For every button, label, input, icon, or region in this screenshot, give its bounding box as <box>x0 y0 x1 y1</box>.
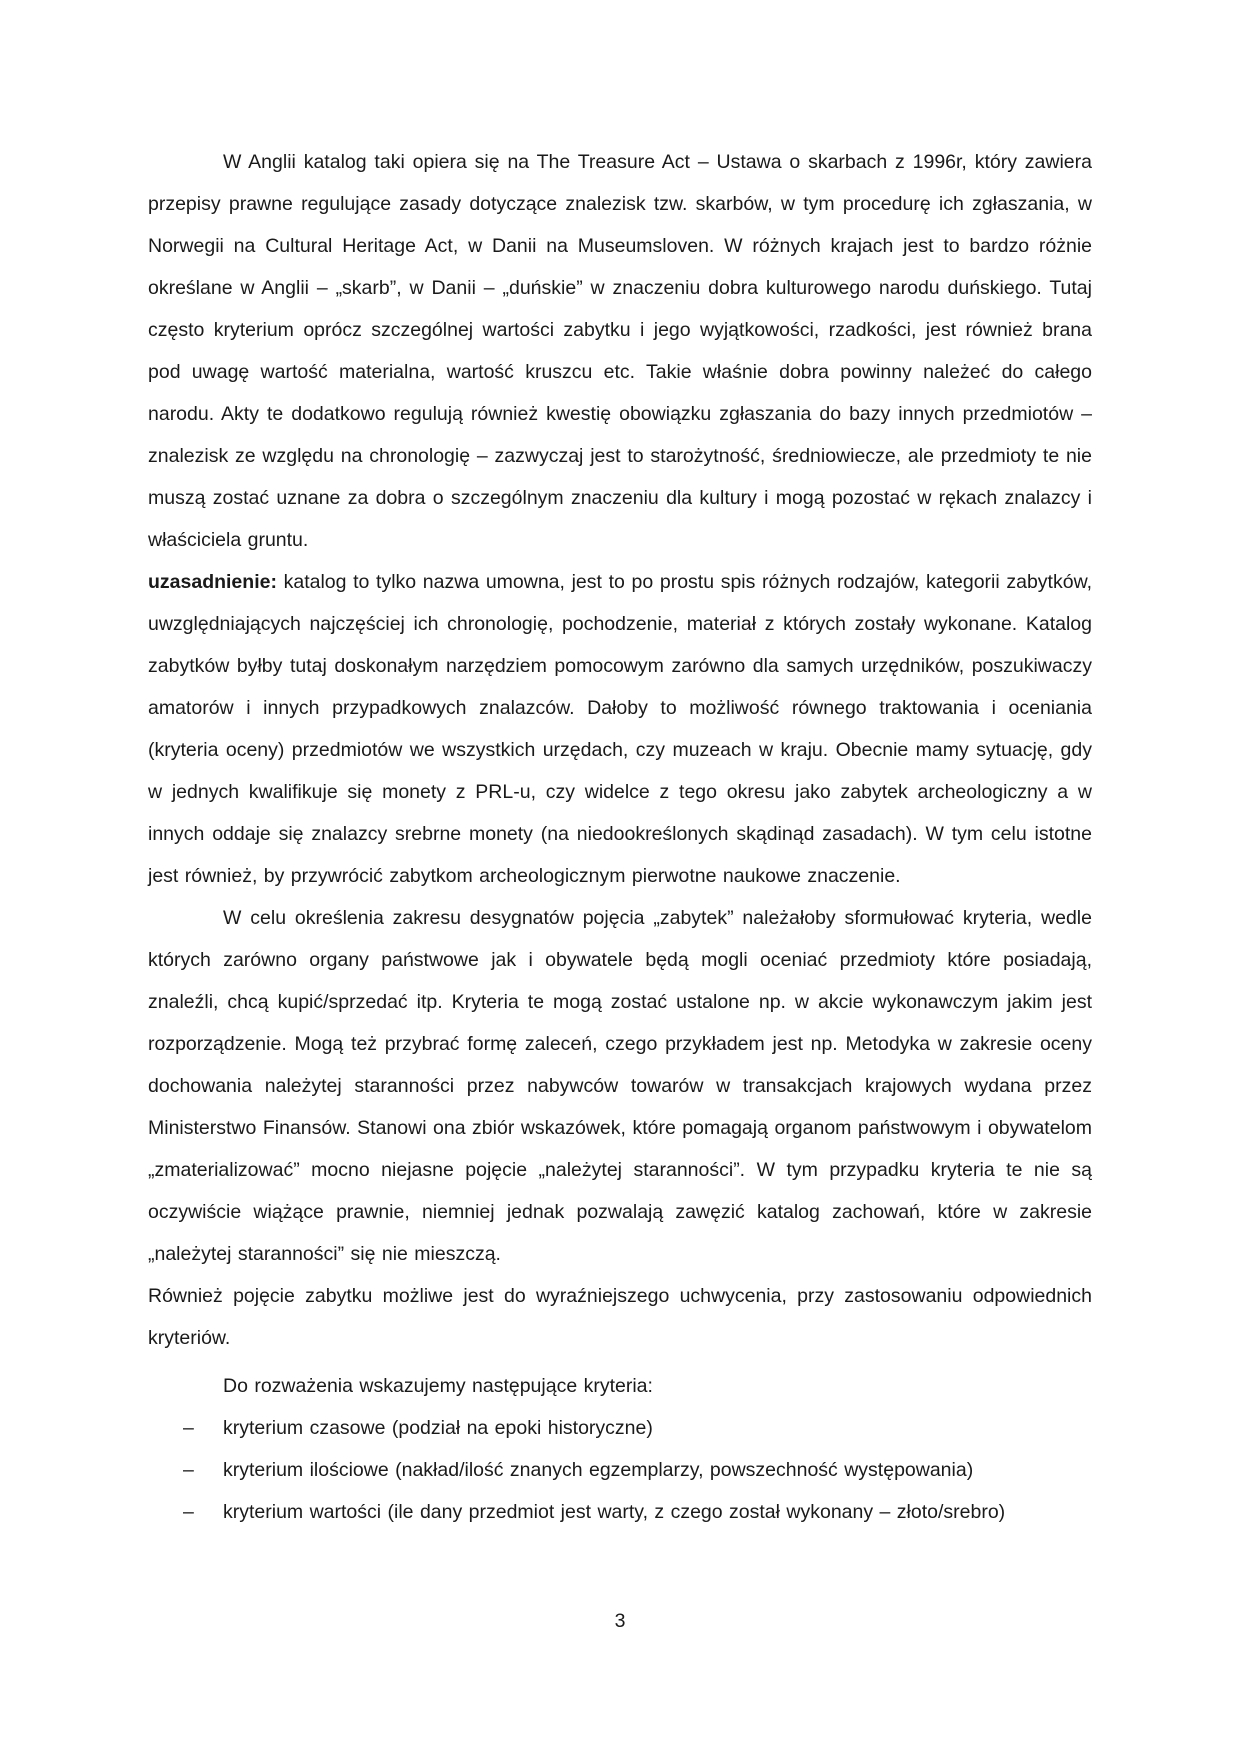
paragraph-justification <box>148 561 1092 897</box>
list-item <box>148 1407 1092 1449</box>
list-dash: – <box>183 1417 194 1439</box>
paragraph-treasure-act: W Anglii katalog taki opiera się na The Treasure Act – Ustawa o skarbach z 1996r, który zawiera przepisy prawne regulujące zasady dotyczące znalezisk tzw. skarbów, w tym procedurę ich zgłaszania, w Norwegii na Cultural Heritage Act, w Danii na Museumsloven. W różnych krajach jest to bardzo różnie określane w Anglii – „skarb”, w Danii – „duńskie” w znaczeniu dobra kulturowego narodu duńskiego. Tutaj często kryterium oprócz szczególnej wartości zabytku i jego wyjątkowości, rzadkości, jest również brana pod uwagę wartość materialna, wartość kruszcu etc. Takie właśnie dobra powinny należeć do całego narodu. Akty te dodatkowo regulują również kwestię obowiązku zgłaszania do bazy innych przedmiotów – znalezisk ze względu na chronologię – zazwyczaj jest to starożytność, średniowiecze, ale przedmioty te nie muszą zostać uznane za dobra o szczególnym znaczeniu dla kultury i mogą pozostać w rękach znalazcy i właściciela gruntu. <box>148 151 1092 551</box>
list-dash: – <box>183 1459 194 1481</box>
list-item-text: kryterium wartości (ile dany przedmiot jest warty, z czego został wykonany – złoto/srebro) <box>223 1501 1006 1523</box>
criteria-list <box>148 1407 1092 1533</box>
list-item <box>148 1491 1092 1533</box>
justification-text: katalog to tylko nazwa umowna, jest to po prostu spis różnych rodzajów, kategorii zabytków, uwzględniających najczęściej ich chronologię, pochodzenie, materiał z których zostały wykonane. Katalog zabytków byłby tutaj doskonałym narzędziem pomocowym zarówno dla samych urzędników, poszukiwaczy amatorów i innych przypadkowych znalazców. Dałoby to możliwość równego traktowania i oceniania (kryteria oceny) przedmiotów we wszystkich urzędach, czy muzeach w kraju. Obecnie mamy sytuację, gdy w jednych kwalifikuje się monety z PRL-u, czy widelce z tego okresu jako zabytek archeologiczny a w innych oddaje się znalazcy srebrne monety (na niedookreślonych skądinąd zasadach). W tym celu istotne jest również, by przywrócić zabytkom archeologicznym pierwotne naukowe znaczenie. <box>148 571 1092 887</box>
list-item-text: kryterium ilościowe (nakład/ilość znanych egzemplarzy, powszechność występowania) <box>223 1459 974 1481</box>
list-item <box>148 1449 1092 1491</box>
paragraph-criteria-lead: Do rozważenia wskazujemy następujące kryteria: <box>223 1375 653 1397</box>
justification-label: uzasadnienie: <box>148 571 277 593</box>
list-item-text: kryterium czasowe (podział na epoki historyczne) <box>223 1417 653 1439</box>
page-number: 3 <box>614 1610 626 1632</box>
document-page <box>148 141 1092 1533</box>
paragraph-monument-concept: Również pojęcie zabytku możliwe jest do wyraźniejszego uchwycenia, przy zastosowaniu odpowiednich kryteriów. <box>148 1285 1092 1349</box>
list-dash: – <box>183 1501 194 1523</box>
paragraph-criteria-intro: W celu określenia zakresu desygnatów pojęcia „zabytek” należałoby sformułować kryteria, wedle których zarówno organy państwowe jak i obywatele będą mogli oceniać przedmioty które posiadają, znaleźli, chcą kupić/sprzedać itp. Kryteria te mogą zostać ustalone np. w akcie wykonawczym jakim jest rozporządzenie. Mogą też przybrać formę zaleceń, czego przykładem jest np. Metodyka w zakresie oceny dochowania należytej staranności przez nabywców towarów w transakcjach krajowych wydana przez Ministerstwo Finansów. Stanowi ona zbiór wskazówek, które pomagają organom państwowym i obywatelom „zmaterializować” mocno niejasne pojęcie „należytej staranności”. W tym przypadku kryteria te nie są oczywiście wiążące prawnie, niemniej jednak pozwalają zawęzić katalog zachowań, które w zakresie „należytej staranności” się nie mieszczą. <box>148 907 1092 1265</box>
